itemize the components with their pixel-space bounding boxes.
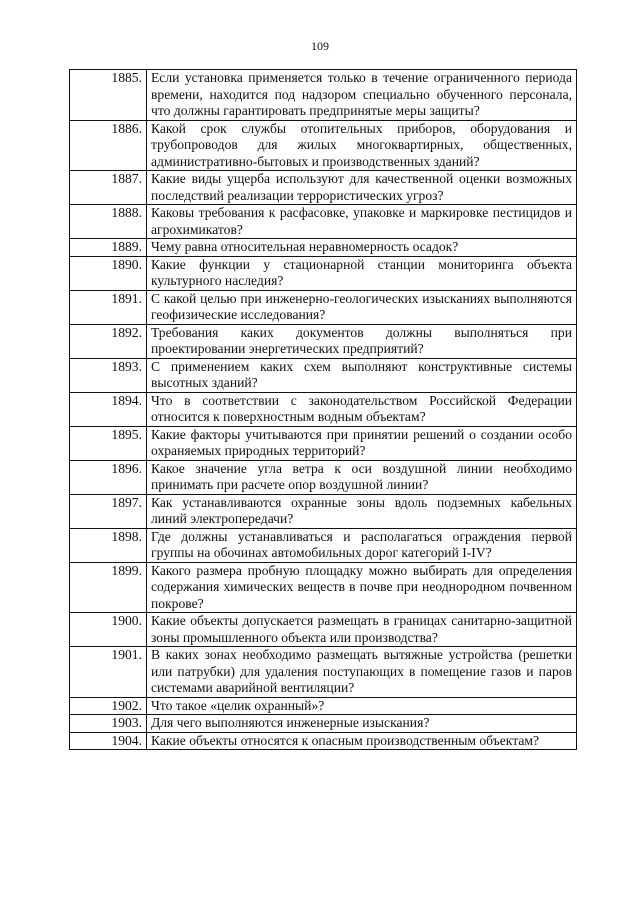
question-number: 1895.	[70, 426, 147, 460]
table-row	[70, 732, 577, 750]
table-row	[70, 239, 577, 257]
table-row	[70, 494, 577, 528]
table-row	[70, 562, 577, 613]
question-number: 1897.	[70, 494, 147, 528]
question-text: Какие факторы учитываются при принятии решений о создании особо охраняемых природных территорий?	[147, 426, 577, 460]
question-text: Что такое «целик охранный»?	[147, 697, 577, 715]
table-row	[70, 120, 577, 171]
table-row	[70, 324, 577, 358]
question-text: Какого размера пробную площадку можно выбирать для определения содержания химических веществ в почве при неоднородном почвенном покрове?	[147, 562, 577, 613]
question-number: 1898.	[70, 528, 147, 562]
question-number: 1889.	[70, 239, 147, 257]
question-number: 1896.	[70, 460, 147, 494]
question-number: 1901.	[70, 647, 147, 698]
table-row	[70, 358, 577, 392]
question-number: 1899.	[70, 562, 147, 613]
table-row	[70, 256, 577, 290]
question-number: 1891.	[70, 290, 147, 324]
questions-table	[69, 69, 577, 750]
table-row	[70, 70, 577, 121]
question-number: 1902.	[70, 697, 147, 715]
question-text: Какие объекты относятся к опасным производственным объектам?	[147, 732, 577, 750]
table-row	[70, 290, 577, 324]
questions-table-body	[70, 70, 577, 750]
table-row	[70, 697, 577, 715]
table-row	[70, 205, 577, 239]
question-text: Чему равна относительная неравномерность осадок?	[147, 239, 577, 257]
question-number: 1894.	[70, 392, 147, 426]
table-row	[70, 426, 577, 460]
question-number: 1886.	[70, 120, 147, 171]
question-number: 1893.	[70, 358, 147, 392]
question-text: Каковы требования к расфасовке, упаковке и маркировке пестицидов и агрохимикатов?	[147, 205, 577, 239]
question-text: Как устанавливаются охранные зоны вдоль подземных кабельных линий электропередачи?	[147, 494, 577, 528]
question-text: Если установка применяется только в течение ограниченного периода времени, находится под надзором специально обученного персонала, что должны гарантировать предпринятые меры защиты?	[147, 70, 577, 121]
table-row	[70, 171, 577, 205]
table-row	[70, 647, 577, 698]
question-text: Что в соответствии с законодательством Российской Федерации относится к поверхностным водным объектам?	[147, 392, 577, 426]
question-text: Какие виды ущерба используют для качественной оценки возможных последствий реализации террористических угроз?	[147, 171, 577, 205]
question-number: 1900.	[70, 613, 147, 647]
question-number: 1885.	[70, 70, 147, 121]
question-text: В каких зонах необходимо размещать вытяжные устройства (решетки или патрубки) для удаления поступающих в помещение газов и паров системами аварийной вентиляции?	[147, 647, 577, 698]
question-text: Требования каких документов должны выполняться при проектировании энергетических предприятий?	[147, 324, 577, 358]
question-number: 1904.	[70, 732, 147, 750]
question-number: 1892.	[70, 324, 147, 358]
table-row	[70, 392, 577, 426]
question-text: Какой срок службы отопительных приборов, оборудования и трубопроводов для жилых многоквартирных, общественных, административно-бытовых и производственных зданий?	[147, 120, 577, 171]
table-row	[70, 715, 577, 733]
question-text: Какие функции у стационарной станции мониторинга объекта культурного наследия?	[147, 256, 577, 290]
question-text: Для чего выполняются инженерные изыскания?	[147, 715, 577, 733]
question-text: С какой целью при инженерно-геологических изысканиях выполняются геофизические исследования?	[147, 290, 577, 324]
table-row	[70, 613, 577, 647]
question-number: 1888.	[70, 205, 147, 239]
question-text: Какие объекты допускается размещать в границах санитарно-защитной зоны промышленного объекта или производства?	[147, 613, 577, 647]
table-row	[70, 460, 577, 494]
question-text: С применением каких схем выполняют конструктивные системы высотных зданий?	[147, 358, 577, 392]
question-number: 1903.	[70, 715, 147, 733]
table-row	[70, 528, 577, 562]
page-number: 109	[311, 39, 329, 53]
question-text: Какое значение угла ветра к оси воздушной линии необходимо принимать при расчете опор воздушной линии?	[147, 460, 577, 494]
question-number: 1887.	[70, 171, 147, 205]
question-number: 1890.	[70, 256, 147, 290]
question-text: Где должны устанавливаться и располагаться ограждения первой группы на обочинах автомобильных дорог категорий I-IV?	[147, 528, 577, 562]
